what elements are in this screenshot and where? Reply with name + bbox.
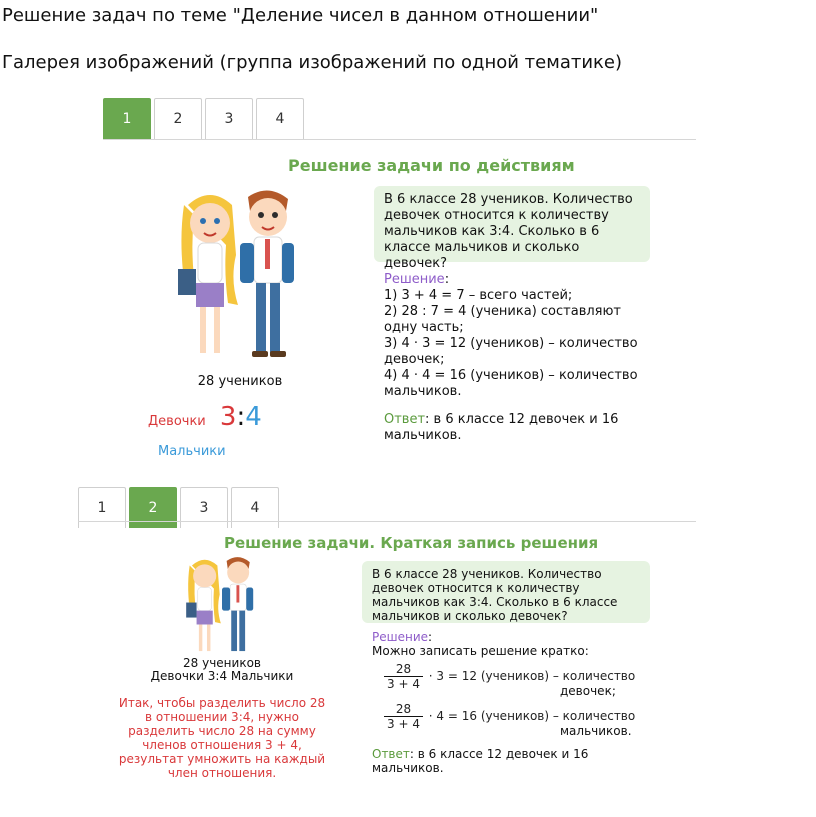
answer-block (372, 747, 622, 775)
slide-heading: Решение задачи. Краткая запись решения (224, 534, 599, 552)
girls-label: Девочки (148, 414, 206, 429)
tab-2[interactable]: 2 (154, 98, 202, 139)
equation-text: · 3 = 12 (учеников) – количество (428, 669, 636, 683)
fraction-numerator: 28 (384, 702, 423, 717)
fraction (384, 702, 423, 731)
equation-text: · 4 = 16 (учеников) – количество (428, 709, 636, 723)
boys-label: Мальчики (158, 444, 226, 459)
answer-label: Ответ (384, 412, 426, 427)
tab-2[interactable]: 2 (129, 487, 177, 528)
tab-4[interactable]: 4 (256, 98, 304, 139)
tab-1[interactable]: 1 (78, 487, 126, 528)
solution-step: 4) 4 · 4 = 16 (учеников) – количество мальчиков. (384, 368, 638, 399)
equation-tail: девочек; (560, 684, 616, 698)
ratio-caption: Девочки 3:4 Мальчики (150, 669, 294, 683)
tab-divider (78, 521, 696, 522)
students-illustration (170, 185, 310, 365)
students-illustration-small (174, 554, 270, 658)
solution-label: Решение (372, 630, 429, 644)
solution-step: 2) 28 : 7 = 4 (ученика) составляют одну часть; (384, 304, 622, 335)
solution-block: Решение: 1) 3 + 4 = 7 – всего частей; 2) 28 : 7 = 4 (ученика) составляют одну часть; 3) 4 · 3 = 12 (учеников) – количество девочек; 4) 4 · 4 = 16 (учеников) – количество мальчиков. (384, 272, 654, 400)
slide-heading: Решение задачи по действиям (288, 156, 575, 175)
problem-box (374, 186, 650, 271)
answer-block (384, 412, 624, 444)
fraction (384, 662, 423, 691)
equation-tail: мальчиков. (560, 724, 632, 738)
tab-1[interactable]: 1 (103, 98, 151, 139)
problem-box (362, 561, 650, 623)
boy-figure (240, 190, 294, 357)
fraction-denominator: 3 + 4 (387, 677, 420, 691)
tab-3[interactable]: 3 (180, 487, 228, 528)
solution-step: 1) 3 + 4 = 7 – всего частей; (384, 288, 573, 303)
solution-block: Решение: Можно записать решение кратко: (372, 630, 652, 658)
solution-label: Решение (384, 272, 445, 287)
ratio-right: 4 (245, 402, 262, 432)
students-caption: 28 учеников (197, 374, 283, 389)
solution-step: 3) 4 · 3 = 12 (учеников) – количество девочек; (384, 336, 638, 367)
ratio-separator: : (236, 402, 246, 432)
rule-note: Итак, чтобы разделить число 28 в отношении 3:4, нужно разделить число 28 на сумму членов отношения 3 + 4, результат умножить на каждый член отношения. (118, 696, 326, 780)
gallery-title: Галерея изображений (группа изображений по одной тематике) (2, 52, 622, 73)
answer-text: : в 6 классе 12 девочек и 16 мальчиков. (384, 412, 619, 443)
answer-text: : в 6 классе 12 девочек и 16 мальчиков. (372, 747, 589, 775)
students-caption: 28 учеников (183, 656, 261, 670)
problem-text: В 6 классе 28 учеников. Количество девочек относится к количеству мальчиков как 3:4. Сколько в 6 классе мальчиков и сколько девочек? (384, 192, 633, 271)
page-title: Решение задач по теме "Деление чисел в данном отношении" (2, 5, 599, 26)
ratio-row (148, 402, 338, 467)
gallery-tabs-1 (103, 98, 307, 139)
problem-text: В 6 классе 28 учеников. Количество девочек относится к количеству мальчиков как 3:4. Сколько в 6 классе мальчиков и сколько девочек? (372, 567, 618, 623)
tab-divider (103, 139, 696, 140)
tab-3[interactable]: 3 (205, 98, 253, 139)
solution-intro: Можно записать решение кратко: (372, 644, 589, 658)
fraction-denominator: 3 + 4 (387, 717, 420, 731)
answer-label: Ответ (372, 747, 410, 761)
ratio-left: 3 (219, 402, 237, 432)
fraction-numerator: 28 (384, 662, 423, 677)
tab-4[interactable]: 4 (231, 487, 279, 528)
girl-figure (178, 195, 238, 353)
